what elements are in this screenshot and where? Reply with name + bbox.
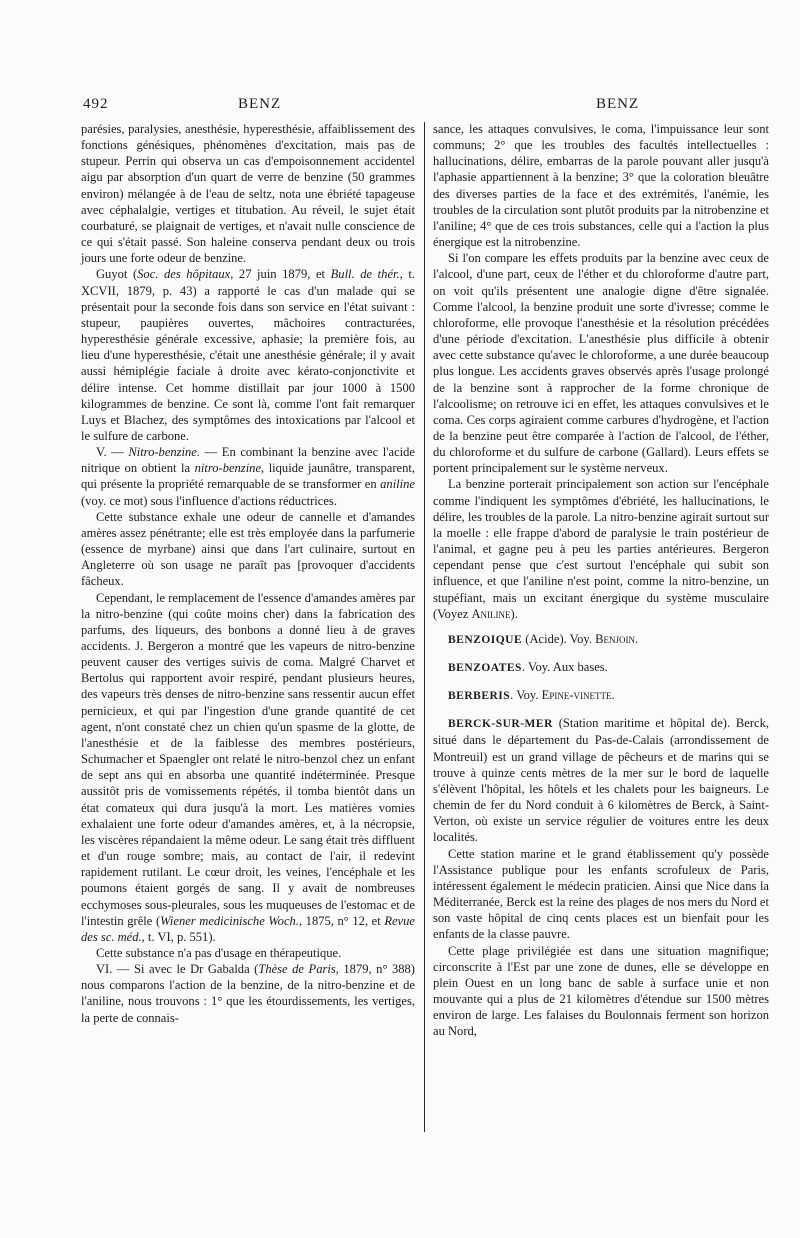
paragraph: Cette substance n'a pas d'usage en thérapeutique.: [96, 945, 342, 960]
paragraph: La benzine porterait principalement son action sur l'encéphale comme l'indiquent les symptômes d'ébriété, les hallucinations, le délire, les troubles de la parole. La nitro-benzine agirait surtout sur la moelle : elle frappe d'abord de paralysie le train postérieur de l'animal, et gagne peu à peu les parties antérieures. Bergeron cependant pense que c'est surtout l'encéphale qui subit son influence, et que l'aniline n'est point, comme la nitro-benzine, un stupéfiant, mais un excitant énergique du système musculaire (Voyez Aniline).: [433, 477, 769, 621]
left-running-title: BENZ: [238, 96, 282, 112]
headword: BERCK-SUR-MER: [448, 718, 553, 731]
paragraph: parésies, paralysies, anesthésie, hyperesthésie, affaiblissement des fonctions génésiques, phénomènes d'excitation, mais pas de stupeur. Perrin qui observa un cas d'empoisonnement accidentel aigu par absorption d'un quart de verre de benzine (50 grammes environ) mélangée à de l'eau de seltz, nota une ébriété tapageuse avec céphalalgie, vertiges et titubation. Au réveil, le sujet était courbaturé, se plaignait de vertiges, et n'avait nulle conscience de ce qui s'était passé. Son haleine conserva pendant deux ou trois jours une forte odeur de benzine.: [81, 122, 415, 266]
paragraph: Cette substance exhale une odeur de cannelle et d'amandes amères assez pénétrante; elle est très employée dans la parfumerie (essence de myrbane) ainsi que dans l'art culinaire, surtout en Angleterre où son usage ne paraît pas [provoquer d'accidents fâcheux.: [81, 509, 415, 589]
dictionary-entry: BERBERIS. Voy. Epine-vinette.: [448, 688, 615, 703]
column-divider: [424, 122, 425, 1132]
cross-reference: Aniline: [471, 606, 511, 621]
paragraph: Si l'on compare les effets produits par la benzine avec ceux de l'alcool, d'une part, ceux de l'éther et du chloroforme d'autre part, on voit qu'ils présentent une analogie digne d'être signalée. Comme l'alcool, la benzine produit une sorte d'ivresse; comme le chloroforme, elle provoque l'anesthésie et la résolution précédées d'une période d'excitation. L'anesthésie plus difficile à obtenir avec cette substance qu'avec le chloroforme, a une durée beaucoup plus longue. Les accidents graves observés après l'usage prolongé de la benzine sont à rapprocher de la forme chronique de l'alcoolisme; on retrouve ici en effet, les attaques convulsives et le coma. Ces corps agiraient comme carbures d'hydrogène, et l'action de la benzine peut être comparée à l'action de l'alcool, de l'éther, du chloroforme et du sulfure de carbone (Gallard). Leurs effets se portent principalement sur le système nerveux.: [433, 251, 769, 476]
paragraph: V. — Nitro-benzine. — En combinant la benzine avec l'acide nitrique on obtient la nitro-benzine, liquide jaunâtre, transparent, qui présente la propriété remarquable de se transformer en aniline (voy. ce mot) sous l'influence d'actions réductrices.: [81, 445, 415, 508]
term: nitro-benzine: [194, 461, 262, 476]
cross-reference: Benjoin: [595, 631, 635, 646]
left-column: [81, 121, 415, 1026]
paragraph: Cependant, le remplacement de l'essence d'amandes amères par la nitro-benzine (qui coûte moins cher) dans la fabrication des parfums, des liqueurs, des bonbons a donné lieu à de graves accidents. J. Bergeron a montré que les vapeurs de nitro-benzine peuvent causer des vertiges suivis de coma. Malgré Charvet et Bertolus qui rapportent avoir respiré, pendant plusieurs heures, des vapeurs très denses de nitro-benzine sans ressentir aucun effet pernicieux, et qui par l'ingestion d'une grande quantité de cet agent, n'ont constaté chez un chien qu'un spasme de la glotte, de l'anesthésie et de la faiblesse des membres postérieurs, Schumacher et Spaengler ont relaté le nitro-benzol chez un enfant de sept ans qui en absorba une quantité indéterminée. Presque aussitôt pris de vomissements répétés, il tomba bientôt dans un état comateux qui dura jusqu'à la mort. Les matières vomies exhalaient une forte odeur d'amandes amères, et, à la nécropsie, les viscères répandaient la même odeur. Le sang était très diffluent et d'un rouge sombre; mais, au contact de l'air, il redevint rapidement rutilant. Le cœur droit, les veines, l'encéphale et les poumons étaient gorgés de sang. Il y avait de nombreuses ecchymoses sous-pleurales, sous les muqueuses de l'estomac et de l'intestin grêle (Wiener medicinische Woch., 1875, n° 12, et Revue des sc. méd., t. VI, p. 551).: [81, 590, 415, 944]
citation: Soc. des hôpitaux: [137, 267, 231, 282]
dictionary-entry: BERCK-SUR-MER (Station maritime et hôpital de). Berck, situé dans le département du Pas-de-Calais (arrondissement de Montreuil) est un grand village de pêcheurs et de marins qui se trouve à quinze cents mètres de la mer sur le bord de laquelle s'élèvent l'hôpital, les hôtels et les chalets pour les baigneurs. Le chemin de fer du Nord conduit à 6 kilomètres de Berck, à Saint-Verton, où existe un service régulier de voitures entre les deux localités.: [433, 716, 769, 845]
citation: Wiener medicinische Woch.: [160, 913, 299, 928]
section-term: Nitro-benzine.: [128, 445, 201, 460]
paragraph: Guyot (Soc. des hôpitaux, 27 juin 1879, et Bull. de thér., t. XCVII, 1879, p. 43) a rapporté le cas d'un malade qui se présentait pour la seconde fois dans son service en l'état suivant : stupeur, paupières ouvertes, mâchoires contracturées, hyperesthésie générale excessive, aphasie; la première fois, au lieu d'une hyperesthésie, c'était une anesthésie générale; il y avait aussi hémiplégie faciale à droite avec kérato-conjonctivite et délire intense. Cet homme distillait par jour 1000 à 1500 kilogrammes de benzine. Ce sont là, comme l'ont fait remarquer Luys et Blachez, des symptômes des intoxications par l'alcool et le sulfure de carbone.: [81, 267, 416, 443]
citation: Bull. de thér.: [330, 267, 400, 282]
citation: Thèse de Paris: [258, 962, 336, 977]
dictionary-entry: BENZOIQUE (Acide). Voy. Benjoin.: [448, 631, 639, 646]
dictionary-entry: BENZOATES. Voy. Aux bases.: [448, 660, 608, 674]
right-running-title: BENZ: [596, 96, 640, 112]
page-number: 492: [83, 96, 109, 112]
cross-reference: Epine-vinette: [541, 688, 612, 703]
paragraph: Cette plage privilégiée est dans une situation magnifique; circonscrite à l'Est par une zone de dunes, elle se développe en plein Ouest en un long banc de sable à surface unie et non mouvante qui a plus de 21 kilomètres d'étendue sur 1500 mètres environ de large. Les falaises du Boulonnais ferment son horizon au Nord,: [433, 943, 769, 1039]
headword: BENZOIQUE: [448, 633, 523, 646]
paragraph: VI. — Si avec le Dr Gabalda (Thèse de Paris, 1879, n° 388) nous comparons l'action de la benzine, de la nitro-benzine et de l'aniline, nous trouvons : 1° que les étourdissements, les vertiges, la perte de connais-: [81, 962, 415, 1025]
headword: BENZOATES: [448, 662, 522, 674]
paragraph: sance, les attaques convulsives, le coma, l'impuissance leur sont communs; 2° que les troubles des facultés intellectuelles : hallucinations, délire, embarras de la parole pouvant aller jusqu'à l'aphasie appartiennent à la benzine; 3° que la coloration bleuâtre des diverses parties de la face et des extrémités, l'anémie, les troubles de la circulation sont plutôt produits par la nitrobenzine et l'aniline; 4° que de ces trois substances, celle qui a l'action la plus énergique est la nitrobenzine.: [433, 122, 769, 250]
term: aniline: [380, 477, 415, 492]
paragraph: Cette station marine et le grand établissement qu'y possède l'Assistance publique pour les enfants scrofuleux de Paris, intéressent également le médecin praticien. Ainsi que Nice dans la Méditerranée, Berck est la reine des plages de nos mers du Nord et son vaste hôpital de cinq cents places est un bienfait pour les enfants de la classe pauvre.: [433, 846, 769, 942]
citation: Revue des sc. méd.: [81, 913, 415, 944]
right-column: [433, 121, 769, 1039]
running-head: [0, 96, 800, 116]
headword: BERBERIS: [448, 690, 511, 703]
